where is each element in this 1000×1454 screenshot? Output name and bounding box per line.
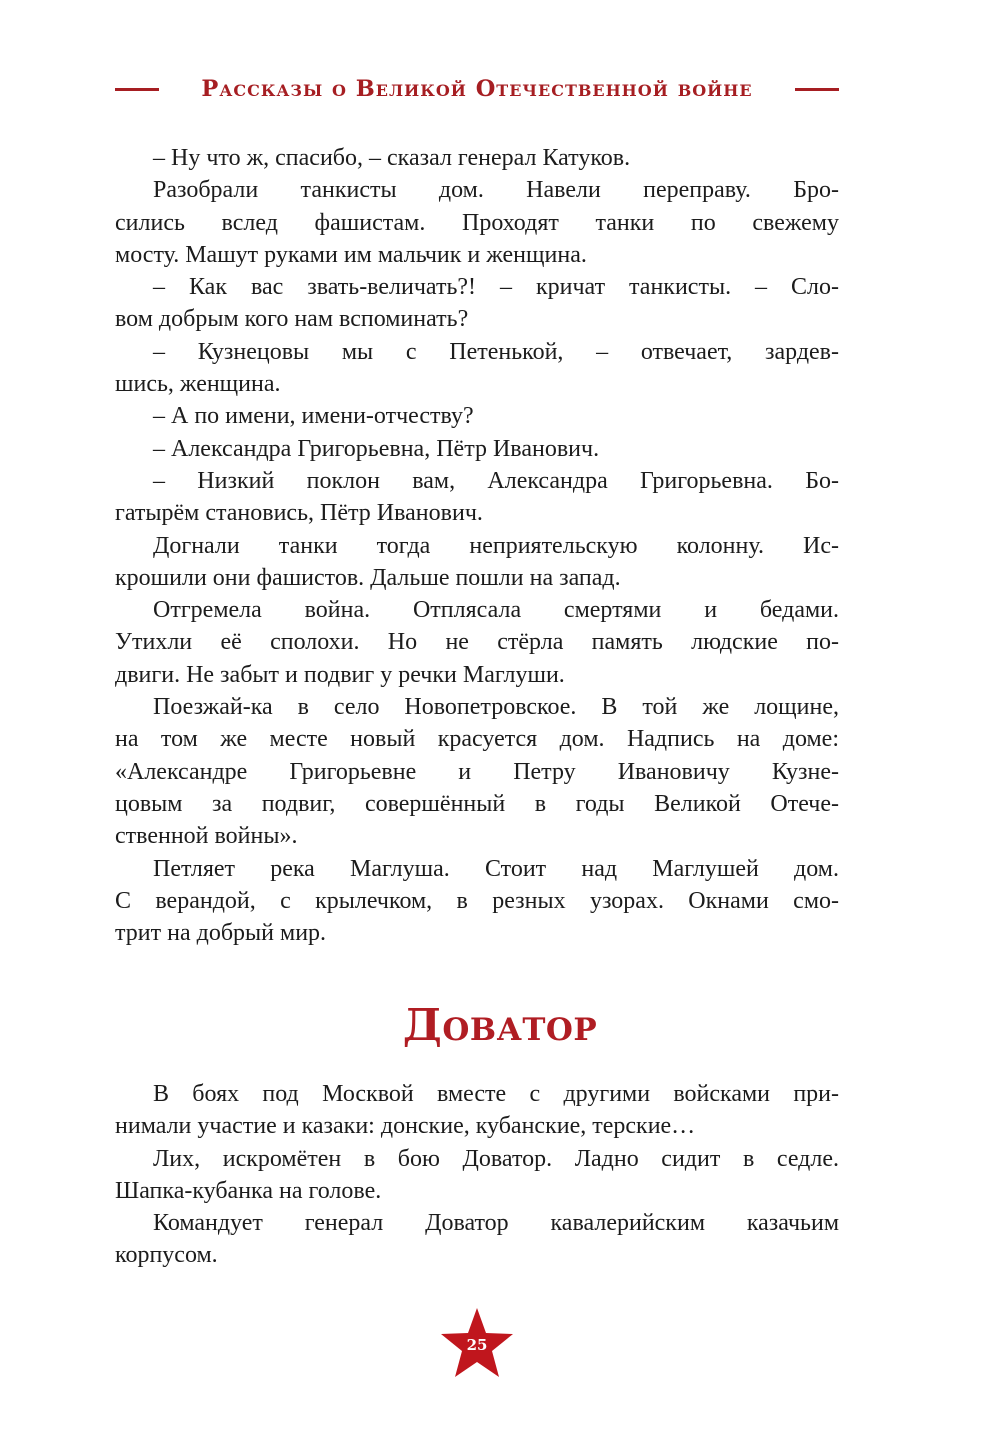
chapter-line: Командует генерал Доватор кавалерийским казачьим [153,1210,839,1237]
running-header [115,76,839,102]
story-line: вом добрым кого нам вспоминать? [115,306,469,333]
story-line: – Александра Григорьевна, Пётр Иванович. [153,435,600,462]
story-line: ственной войны». [115,823,298,850]
chapter-line: В боях под Москвой вместе с другими войсками при- [153,1081,839,1107]
story-line: – А по имени, имени-отчеству? [153,403,474,430]
chapter-line: Лих, искромётен в бою Доватор. Ладно сидит в седле. [153,1145,839,1172]
header-rule-right [795,88,839,91]
story-line: двиги. Не забыт и подвиг у речки Маглуши. [115,661,565,688]
story-line: С верандой, с крылечком, в резных узорах. Окнами смо- [115,887,839,914]
story-line: Поезжай-ка в село Новопетровское. В той же лощине, [153,694,839,721]
story-line: «Александре Григорьевне и Петру Ивановичу Кузне- [115,758,839,785]
story-line: шись, женщина. [115,371,281,398]
chapter-line: корпусом. [115,1242,218,1269]
story-line: Отгремела война. Отплясала смертями и бедами. [153,597,839,624]
story-line: Утихли её сполохи. Но не стёрла память людские по- [115,629,839,656]
page-number: 25 [466,1336,488,1354]
story-line: – Низкий поклон вам, Александра Григорьевна. Бо- [153,467,839,494]
page-number-badge [439,1306,515,1380]
story-line: мосту. Машут руками им мальчик и женщина. [115,241,587,268]
header-rule-left [115,88,159,91]
story-line: Догнали танки тогда неприятельскую колонну. Ис- [153,532,839,559]
story-line: – Ну что ж, спасибо, – сказал генерал Катуков. [153,145,631,171]
story-line: цовым за подвиг, совершённый в годы Великой Отече- [115,790,839,817]
story-line: Разобрали танкисты дом. Навели переправу. Бро- [153,177,839,204]
chapter-line: Шапка-кубанка на голове. [115,1177,382,1204]
story-line: – Как вас звать-величать?! – кричат танкисты. – Сло- [153,274,839,301]
story-text [115,142,839,949]
story-line: трит на добрый мир. [115,920,327,947]
chapter-text [115,1078,839,1272]
running-header-title: Рассказы о Великой Отечественной войне [201,76,753,102]
story-line: – Кузнецовы мы с Петенькой, – отвечает, зардев- [153,338,839,365]
story-line: на том же месте новый красуется дом. Надпись на доме: [115,726,839,753]
story-line: крошили они фашистов. Дальше пошли на запад. [115,564,621,591]
story-line: сились вслед фашистам. Проходят танки по свежему [115,209,839,236]
chapter-title: Доватор [402,1000,598,1051]
story-line: Петляет река Маглуша. Стоит над Маглушей дом. [153,855,839,882]
story-line: гатырём становись, Пётр Иванович. [115,500,483,527]
chapter-line: нимали участие и казаки: донские, кубанские, терские… [115,1113,696,1140]
